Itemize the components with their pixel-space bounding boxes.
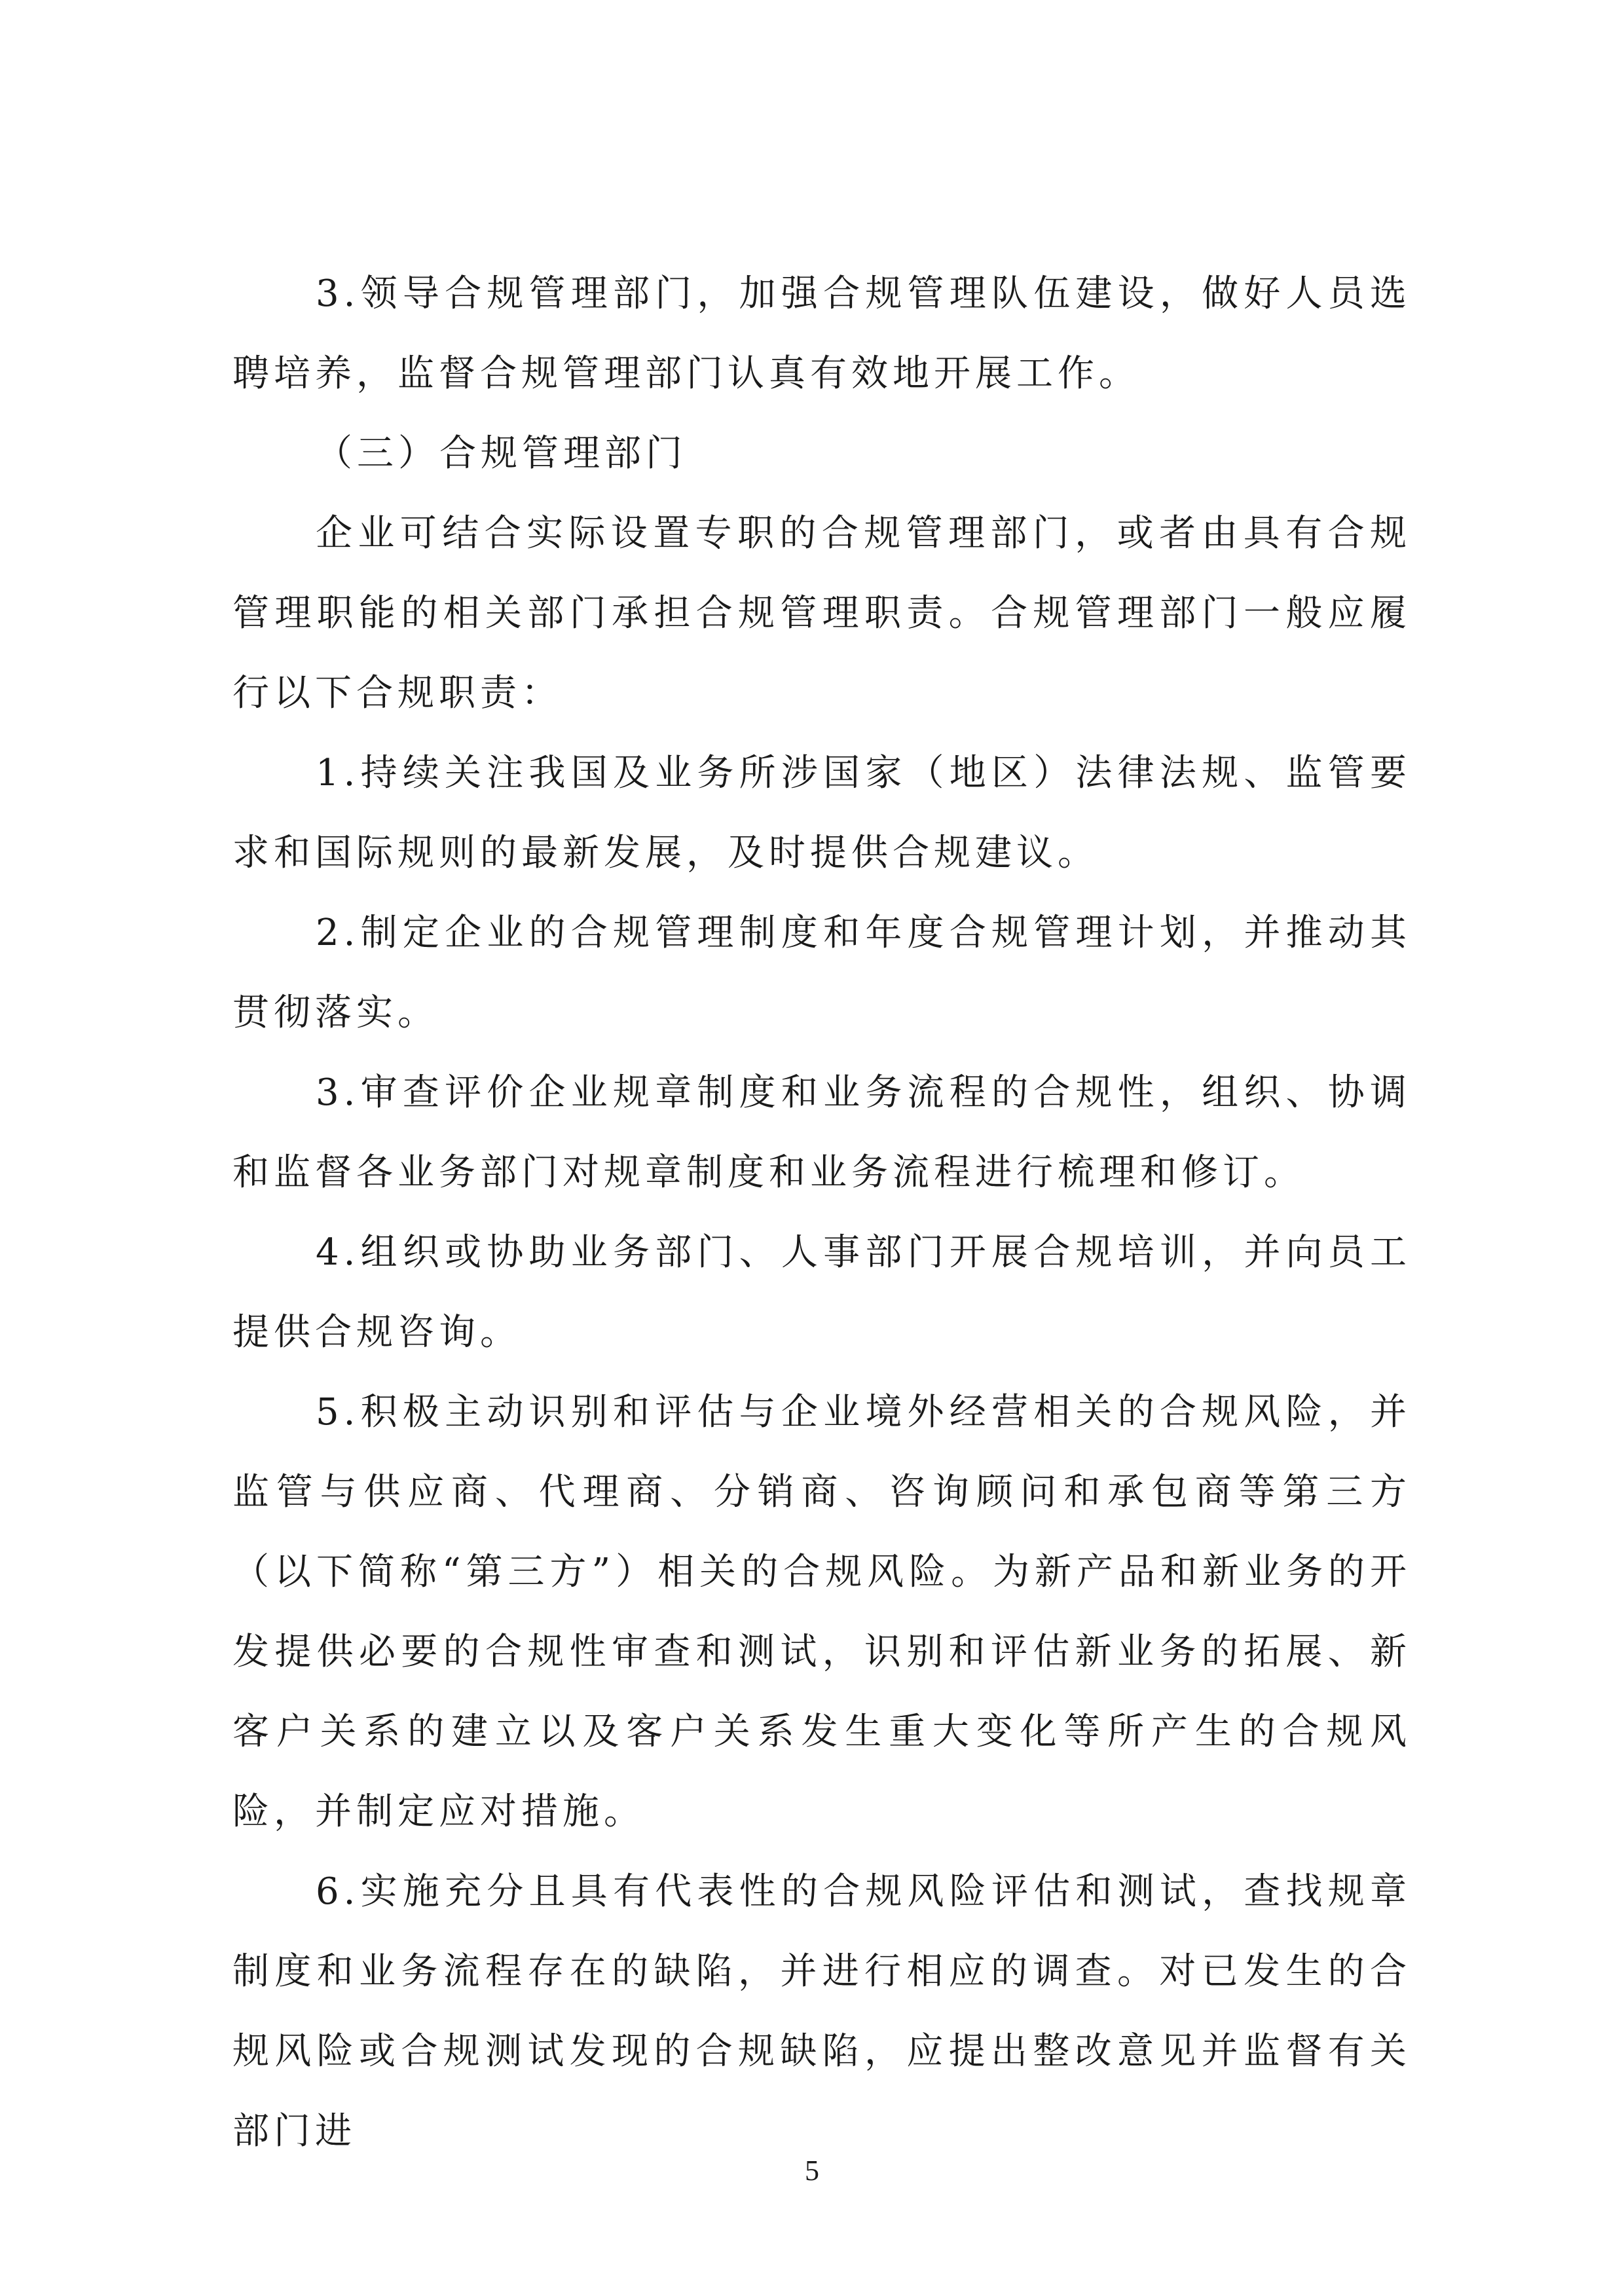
paragraph-duty-4: 4.组织或协助业务部门、人事部门开展合规培训，并向员工提供合规咨询。 — [232, 1231, 1411, 1354]
paragraph-duty-2: 2.制定企业的合规管理制度和年度合规管理计划，并推动其贯彻落实。 — [232, 912, 1411, 1034]
page-number: 5 — [805, 2155, 819, 2187]
paragraph-item-3-lead: 3.领导合规管理部门，加强合规管理队伍建设，做好人员选聘培养，监督合规管理部门认真有效地开展工作。 — [232, 272, 1411, 395]
paragraph-duty-6: 6.实施充分且具有代表性的合规风险评估和测试，查找规章制度和业务流程存在的缺陷，并进行相应的调查。对已发生的合规风险或合规测试发现的合规缺陷，应提出整改意见并监督有关部门进 — [232, 1870, 1411, 2153]
section-heading-compliance-department: （三）合规管理部门 — [316, 432, 687, 475]
paragraph-duty-3: 3.审查评价企业规章制度和业务流程的合规性，组织、协调和监督各业务部门对规章制度和业务流程进行梳理和修订。 — [232, 1071, 1411, 1194]
paragraph-duty-5: 5.积极主动识别和评估与企业境外经营相关的合规风险，并监管与供应商、代理商、分销商、咨询顾问和承包商等第三方（以下简称“第三方”）相关的合规风险。为新产品和新业务的开发提供必要的合规性审查和测试，识别和评估新业务的拓展、新客户关系的建立以及客户关系发生重大变化等所产生的合规风险，并制定应对措施。 — [232, 1391, 1411, 1833]
document-body — [232, 254, 1411, 2172]
paragraph-department-intro: 企业可结合实际设置专职的合规管理部门，或者由具有合规管理职能的相关部门承担合规管理职责。合规管理部门一般应履行以下合规职责： — [232, 512, 1411, 714]
paragraph-duty-1: 1.持续关注我国及业务所涉国家（地区）法律法规、监管要求和国际规则的最新发展，及时提供合规建议。 — [232, 752, 1411, 874]
